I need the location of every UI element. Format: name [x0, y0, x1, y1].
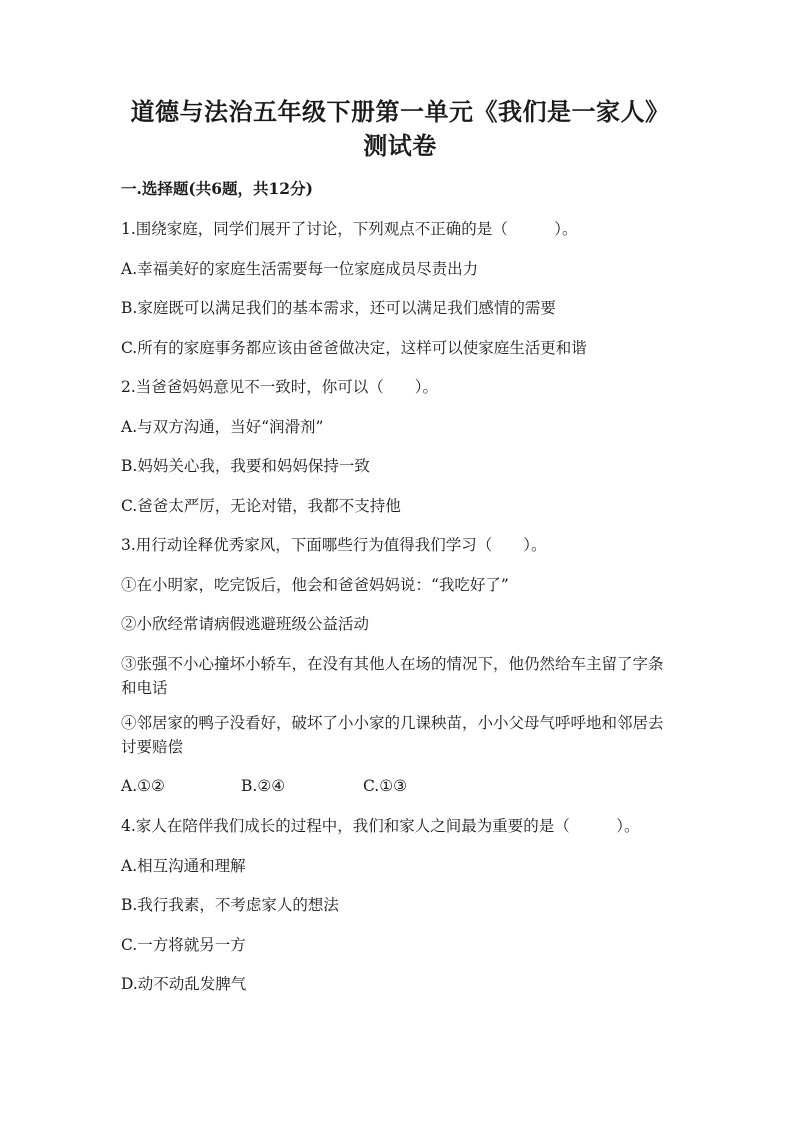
question-1-stem: 1.围绕家庭，同学们展开了讨论，下列观点不正确的是（ ）。 — [121, 220, 578, 238]
question-3-option-c: C.①③ — [363, 777, 408, 795]
question-4-option-b: B.我行我素，不考虑家人的想法 — [121, 896, 339, 914]
question-3-option-b: B.②④ — [241, 777, 286, 795]
question-2-option-b: B.妈妈关心我，我要和妈妈保持一致 — [121, 457, 370, 475]
section-heading: 一.选择题(共6题，共12分) — [121, 179, 313, 198]
exam-title: 道德与法治五年级下册第一单元《我们是一家人》 — [130, 97, 670, 126]
question-4-option-c: C.一方将就另一方 — [121, 936, 246, 954]
question-3-statement-1: ①在小明家，吃完饭后，他会和爸爸妈妈说：“我吃好了” — [121, 576, 509, 594]
question-3-statement-3: ③张强不小心撞坏小轿车，在没有其他人在场的情况下，他仍然给车主留了字条和电话 — [121, 655, 664, 697]
question-1-option-b: B.家庭既可以满足我们的基本需求，还可以满足我们感情的需要 — [121, 299, 556, 317]
question-3-stem: 3.用行动诠释优秀家风，下面哪些行为值得我们学习（ ）。 — [121, 536, 547, 554]
question-3-statement-2: ②小欣经常请病假逃避班级公益活动 — [121, 615, 370, 633]
question-4-stem: 4.家人在陪伴我们成长的过程中，我们和家人之间最为重要的是（ ）。 — [121, 817, 640, 835]
question-3-option-a: A.①② — [121, 777, 165, 795]
question-4-option-d: D.动不动乱发脾气 — [121, 975, 247, 993]
question-2-stem: 2.当爸爸妈妈意见不一致时，你可以（ ）。 — [121, 378, 439, 396]
question-4-option-a: A.相互沟通和理解 — [121, 857, 246, 875]
question-2-option-a: A.与双方沟通，当好“润滑剂” — [121, 418, 324, 436]
question-1-option-a: A.幸福美好的家庭生活需要每一位家庭成员尽责出力 — [121, 260, 479, 278]
question-3-statement-4: ④邻居家的鸭子没看好，破坏了小小家的几课秧苗，小小父母气呼呼地和邻居去讨要赔偿 — [121, 714, 664, 756]
question-2-option-c: C.爸爸太严厉，无论对错，我都不支持他 — [121, 497, 401, 515]
exam-title-line2: 测试卷 — [363, 131, 437, 160]
question-1-option-c: C.所有的家庭事务都应该由爸爸做决定，这样可以使家庭生活更和谐 — [121, 339, 587, 357]
